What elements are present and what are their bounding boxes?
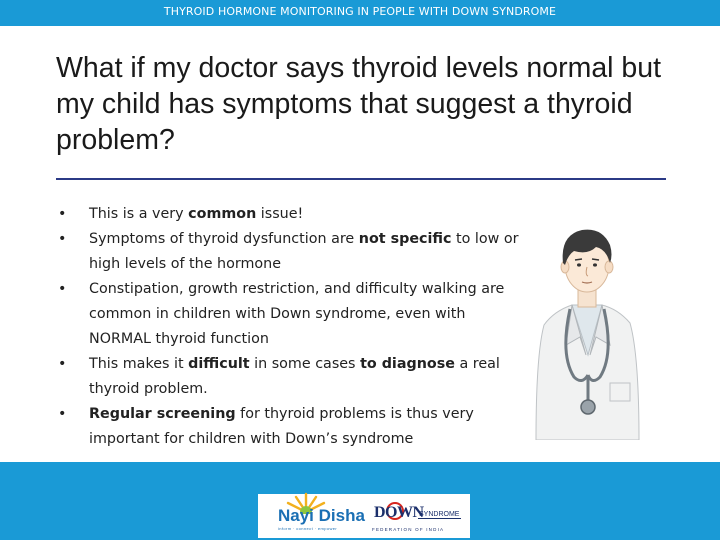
nayi-disha-wordmark: Nayi Disha (278, 506, 365, 525)
bullet-item: • This makes it difficult in some cases to diagnose a real thyroid problem. (58, 352, 528, 402)
ds-wordmark: DOWN (374, 504, 424, 521)
bullet-item: • Constipation, growth restriction, and difficulty walking are common in children with Down syndrome, even with NORMAL thyroid function (58, 277, 528, 352)
down-syndrome-federation-logo (370, 498, 468, 536)
nayi-disha-tagline: inform · connect · empower (278, 526, 338, 531)
title-divider (56, 178, 666, 180)
bullet-item: • Regular screening for thyroid problems is thus very important for children with Down’s syndrome (58, 402, 528, 452)
banner-title: THYROID HORMONE MONITORING IN PEOPLE WITH DOWN SYNDROME (163, 5, 557, 18)
bullet-item: • This is a very common issue! (58, 202, 528, 227)
nayi-disha-logo (266, 488, 365, 536)
bullet-item: • Symptoms of thyroid dysfunction are not specific to low or high levels of the hormone (58, 227, 528, 277)
doctor-illustration-icon (530, 205, 645, 440)
ds-subtitle: SYNDROME (419, 511, 460, 518)
bullet-list (58, 202, 528, 452)
partner-logos (258, 494, 470, 538)
slide-title: What if my doctor says thyroid levels normal but my child has symptoms that suggest a thyroid problem? (56, 52, 662, 156)
ds-federation: FEDERATION OF INDIA (372, 527, 445, 532)
header-banner (0, 0, 720, 26)
